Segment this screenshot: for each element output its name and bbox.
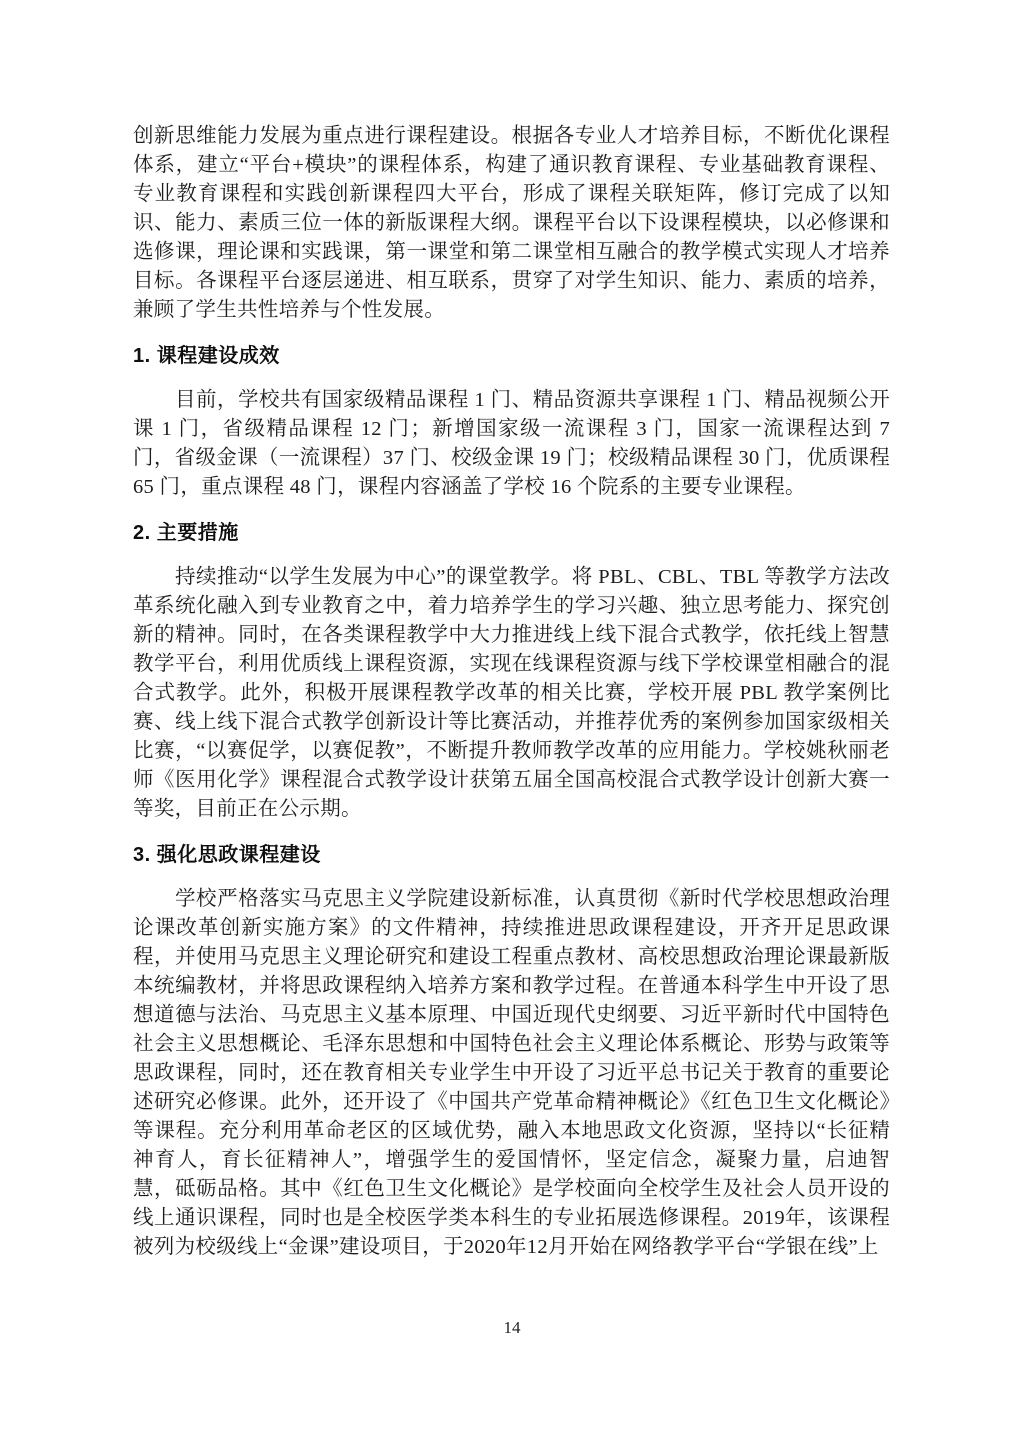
section-2-heading: 2. 主要措施 bbox=[133, 522, 239, 544]
section-1-paragraph: 目前，学校共有国家级精品课程 1 门、精品资源共享课程 1 门、精品视频公开课 1 门，省级精品课程 12 门；新增国家级一流课程 3 门，国家一流课程达到 7 门，省级金课（一流课程）37 门、校级金课 19 门；校级精品课程 30 门，优质课程 65 门，重点课程 48 门，课程内容涵盖了学校 16 个院系的主要专业课程。 bbox=[133, 389, 890, 498]
document-content bbox=[133, 122, 890, 1275]
page-number: 14 bbox=[503, 1318, 521, 1337]
section-3-heading: 3. 强化思政课程建设 bbox=[133, 844, 321, 866]
intro-paragraph: 创新思维能力发展为重点进行课程建设。根据各专业人才培养目标，不断优化课程体系，建立“平台+模块”的课程体系，构建了通识教育课程、专业基础教育课程、专业教育课程和实践创新课程四大平台，形成了课程关联矩阵，修订完成了以知识、能力、素质三位一体的新版课程大纲。课程平台以下设课程模块，以必修课和选修课，理论课和实践课，第一课堂和第二课堂相互融合的教学模式实现人才培养目标。各课程平台逐层递进、相互联系，贯穿了对学生知识、能力、素质的培养，兼顾了学生共性培养与个性发展。 bbox=[133, 125, 890, 321]
section-2-paragraph: 持续推动“以学生发展为中心”的课堂教学。将 PBL、CBL、TBL 等教学方法改革系统化融入到专业教育之中，着力培养学生的学习兴趣、独立思考能力、探究创新的精神。同时，在各类课程教学中大力推进线上线下混合式教学，依托线上智慧教学平台，利用优质线上课程资源，实现在线课程资源与线下学校课堂相融合的混合式教学。此外，积极开展课程教学改革的相关比赛，学校开展 PBL 教学案例比赛、线上线下混合式教学创新设计等比赛活动，并推荐优秀的案例参加国家级相关比赛，“以赛促学，以赛促教”，不断提升教师教学改革的应用能力。学校姚秋丽老师《医用化学》课程混合式教学设计获第五届全国高校混合式教学设计创新大赛一等奖，目前正在公示期。 bbox=[133, 566, 890, 820]
section-3-paragraph: 学校严格落实马克思主义学院建设新标准，认真贯彻《新时代学校思想政治理论课改革创新实施方案》的文件精神，持续推进思政课程建设，开齐开足思政课程，并使用马克思主义理论研究和建设工程重点教材、高校思想政治理论课最新版本统编教材，并将思政课程纳入培养方案和教学过程。在普通本科学生中开设了思想道德与法治、马克思主义基本原理、中国近现代史纲要、习近平新时代中国特色社会主义思想概论、毛泽东思想和中国特色社会主义理论体系概论、形势与政策等思政课程，同时，还在教育相关专业学生中开设了习近平总书记关于教育的重要论述研究必修课。此外，还开设了《中国共产党革命精神概论》《红色卫生文化概论》等课程。充分利用革命老区的区域优势，融入本地思政文化资源，坚持以“长征精神育人，育长征精神人”，增强学生的爱国情怀，坚定信念，凝聚力量，启迪智慧，砥砺品格。其中《红色卫生文化概论》是学校面向全校学生及社会人员开设的线上通识课程，同时也是全校医学类本科生的专业拓展选修课程。2019年，该课程被列为校级线上“金课”建设项目，于2020年12月开始在网络教学平台“学银在线”上 bbox=[133, 888, 890, 1258]
section-1-heading: 1. 课程建设成效 bbox=[133, 345, 280, 367]
